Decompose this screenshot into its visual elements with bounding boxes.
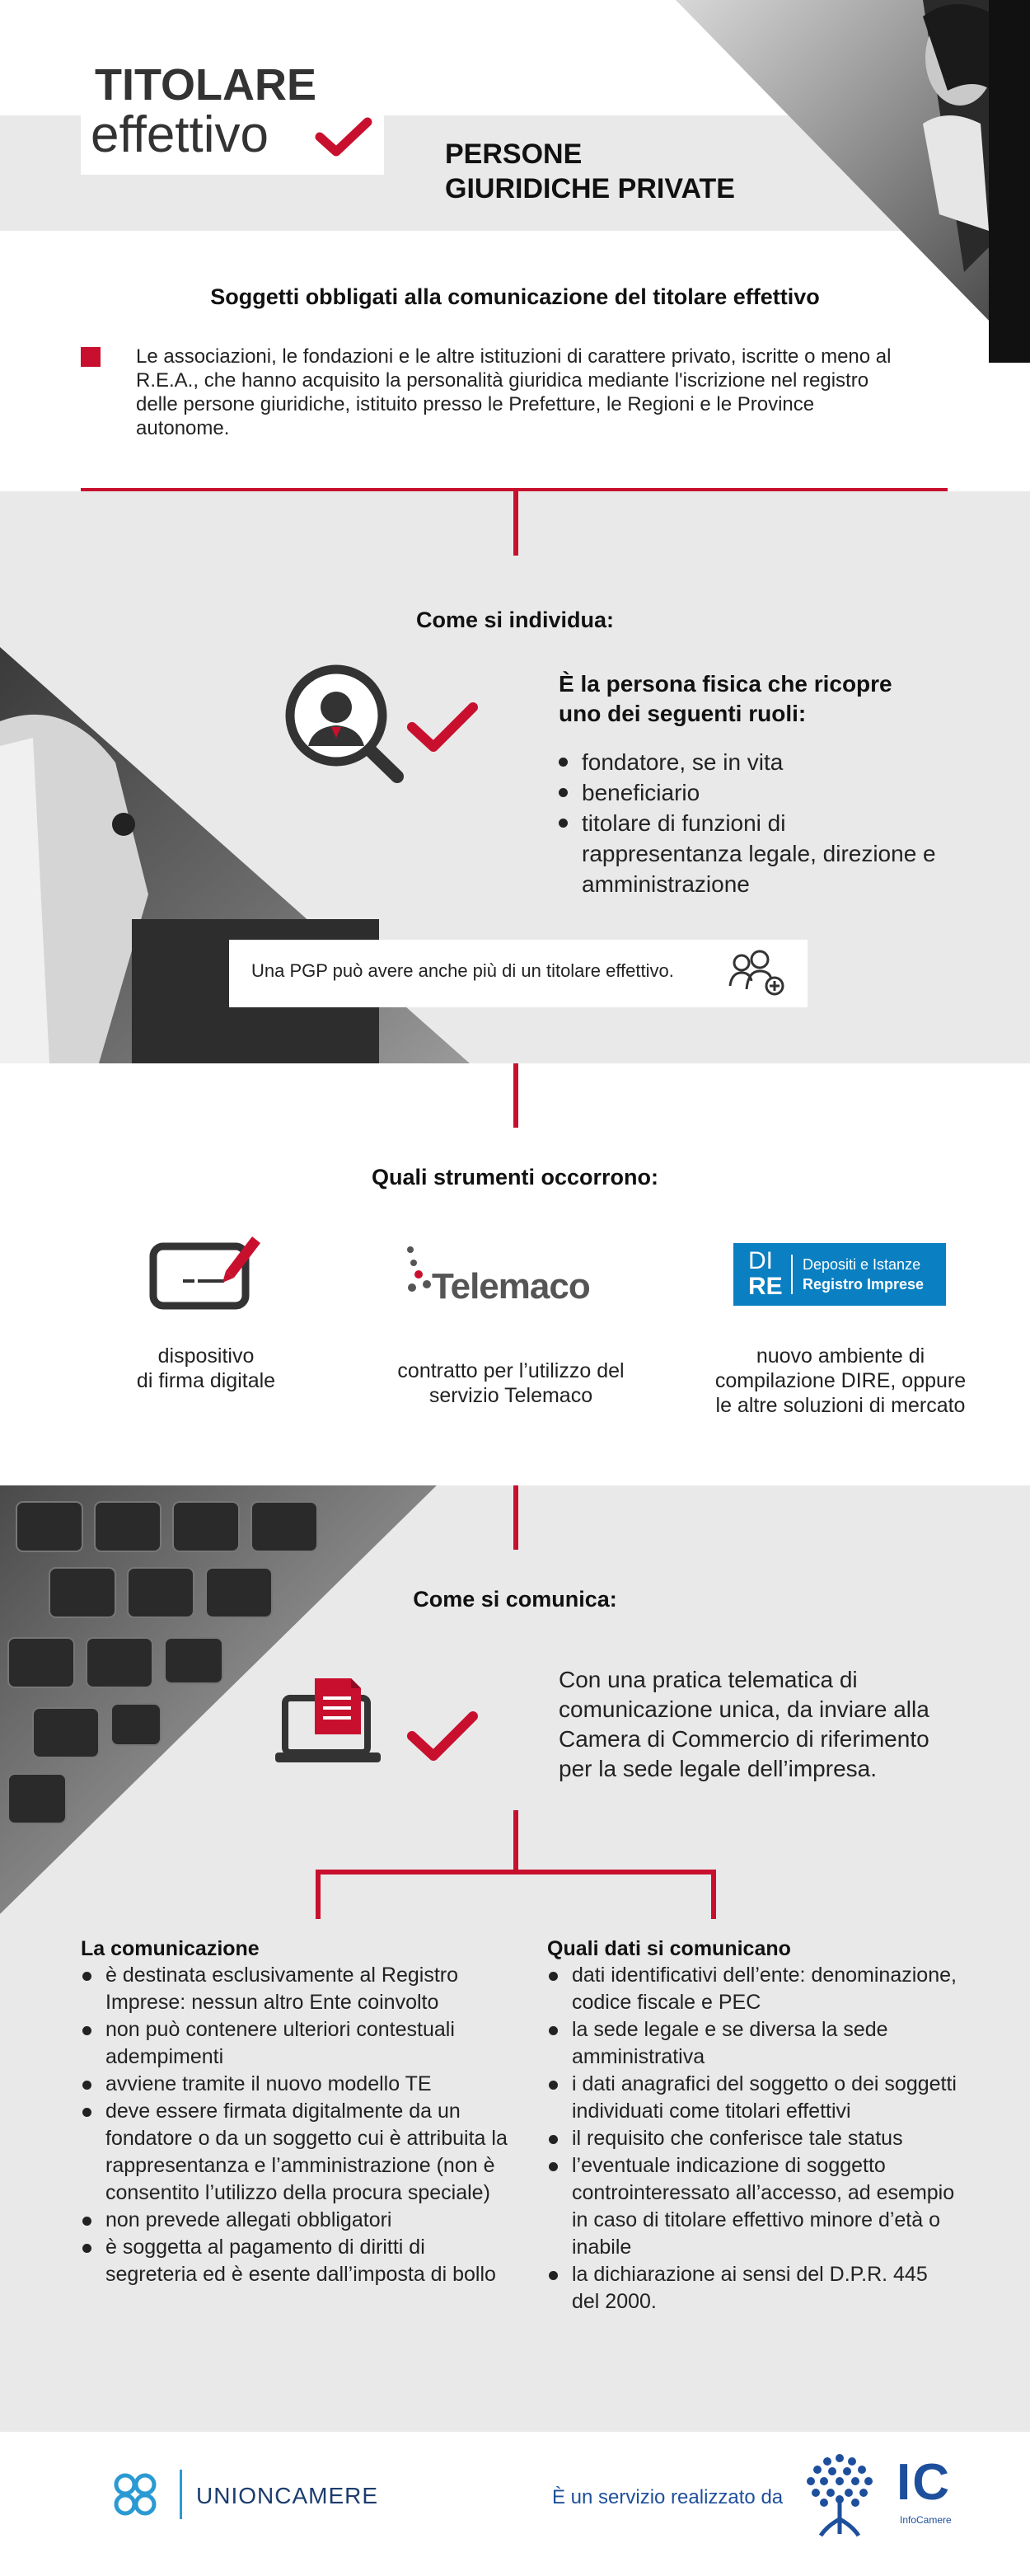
dire-logo bbox=[733, 1243, 946, 1306]
list-item: la sede legale e se diversa la sede amministrativa bbox=[545, 2016, 957, 2071]
list-item: deve essere firmata digitalmente da un fondatore o da un soggetto cui è attribuita la rappresentanza e l’amministrazione (non è consentito l’utilizzo della procura speciale) bbox=[79, 2098, 508, 2207]
tools-heading: Quali strumenti occorrono: bbox=[371, 1165, 659, 1189]
communicate-text: Con una pratica telematica di comunicazione unica, da inviare alla Camera di Commercio di riferimento per la sede legale dell’impresa. bbox=[559, 1667, 929, 1781]
connector-right-drop bbox=[711, 1870, 716, 1919]
subtitle-line1: PERSONE bbox=[445, 138, 583, 170]
tool-label-2: contratto per l’utilizzo del servizio Telemaco bbox=[397, 1359, 625, 1407]
right-column-list bbox=[545, 1962, 957, 2316]
ic-logo: IC bbox=[897, 2454, 951, 2511]
connector-line-3 bbox=[513, 1485, 518, 1550]
list-item: beneficiario bbox=[555, 777, 951, 808]
list-item: il requisito che conferisce tale status bbox=[545, 2125, 957, 2152]
obligated-text: Le associazioni, le fondazioni e le altre istituzioni di carattere privato, iscritte o meno al R.E.A., che hanno acquisito la personalità giuridica mediante l'iscrizione nel registro delle persone giuridiche, istituito presso le Prefetture, le Regioni e le Province autonome. bbox=[136, 345, 892, 439]
laptop-document-icon bbox=[272, 1673, 387, 1772]
person-search-icon bbox=[280, 659, 412, 783]
page-title-line1: TITOLARE bbox=[95, 60, 316, 110]
dire-line-2: Registro Imprese bbox=[803, 1276, 925, 1293]
infocamere-tree-icon bbox=[794, 2450, 885, 2541]
identify-heading: Come si individua: bbox=[415, 608, 615, 632]
ic-sub: InfoCamere bbox=[900, 2514, 952, 2526]
list-item: è soggetta al pagamento di diritti di segreteria ed è esente dall’imposta di bollo bbox=[79, 2234, 508, 2288]
connector-line-2 bbox=[513, 1063, 518, 1128]
unioncamere-logo-icon bbox=[105, 2465, 165, 2524]
bullet-square bbox=[81, 347, 101, 367]
footer-divider bbox=[180, 2470, 182, 2519]
page-title-line2: effettivo bbox=[91, 106, 269, 163]
digital-signature-icon bbox=[148, 1230, 264, 1312]
note-text: Una PGP può avere anche più di un titolare effettivo. bbox=[251, 960, 674, 981]
dire-line-1: Depositi e Istanze bbox=[803, 1256, 921, 1273]
list-item: è destinata esclusivamente al Registro Imprese: nessun altro Ente coinvolto bbox=[79, 1962, 508, 2016]
unioncamere-brand: UNIONCAMERE bbox=[196, 2483, 379, 2508]
tool-label-3: nuovo ambiente di compilazione DIRE, oppure le altre soluzioni di mercato bbox=[714, 1344, 967, 1417]
list-item: non prevede allegati obbligatori bbox=[79, 2207, 508, 2234]
connector-line-4 bbox=[513, 1810, 518, 1875]
list-item: titolare di funzioni di rappresentanza legale, direzione e amministrazione bbox=[555, 808, 951, 899]
telemaco-logo bbox=[404, 1243, 626, 1309]
list-item: i dati anagrafici del soggetto o dei soggetti individuati come titolari effettivi bbox=[545, 2071, 957, 2125]
left-column-title: La comunicazione bbox=[81, 1937, 260, 1960]
list-item: fondatore, se in vita bbox=[555, 747, 951, 777]
left-column-list bbox=[79, 1962, 508, 2288]
list-item: dati identificativi dell’ente: denominazione, codice fiscale e PEC bbox=[545, 1962, 957, 2016]
subtitle-line2: GIURIDICHE PRIVATE bbox=[445, 173, 735, 204]
connector-horizontal bbox=[316, 1870, 716, 1875]
check-icon bbox=[405, 1710, 480, 1764]
list-item: non può contenere ulteriori contestuali adempimenti bbox=[79, 2016, 508, 2071]
communicate-heading: Come si comunica: bbox=[413, 1587, 617, 1612]
right-column-title: Quali dati si comunicano bbox=[547, 1937, 791, 1960]
connector-line-1 bbox=[513, 491, 518, 556]
service-text: È un servizio realizzato da bbox=[552, 2486, 784, 2508]
people-add-icon bbox=[723, 948, 789, 997]
tool-label-1: dispositivo di firma digitale bbox=[136, 1344, 276, 1392]
list-item: la dichiarazione ai sensi del D.P.R. 445 del 2000. bbox=[545, 2261, 957, 2316]
identify-lead: È la persona fisica che ricopre uno dei seguenti ruoli: bbox=[559, 671, 892, 726]
telemaco-wordmark: Telemaco bbox=[432, 1266, 590, 1307]
roles-list bbox=[555, 747, 951, 899]
check-icon bbox=[315, 117, 372, 158]
dire-code-1: DI bbox=[748, 1247, 773, 1274]
check-icon bbox=[405, 701, 480, 755]
obligated-heading: Soggetti obbligati alla comunicazione del titolare effettivo bbox=[210, 284, 820, 309]
dire-code-2: RE bbox=[748, 1273, 783, 1300]
connector-left-drop bbox=[316, 1870, 321, 1919]
list-item: avviene tramite il nuovo modello TE bbox=[79, 2071, 508, 2098]
list-item: l’eventuale indicazione di soggetto controinteressato all’accesso, ad esempio in caso di titolare effettivo minore d’età o inabile bbox=[545, 2152, 957, 2261]
